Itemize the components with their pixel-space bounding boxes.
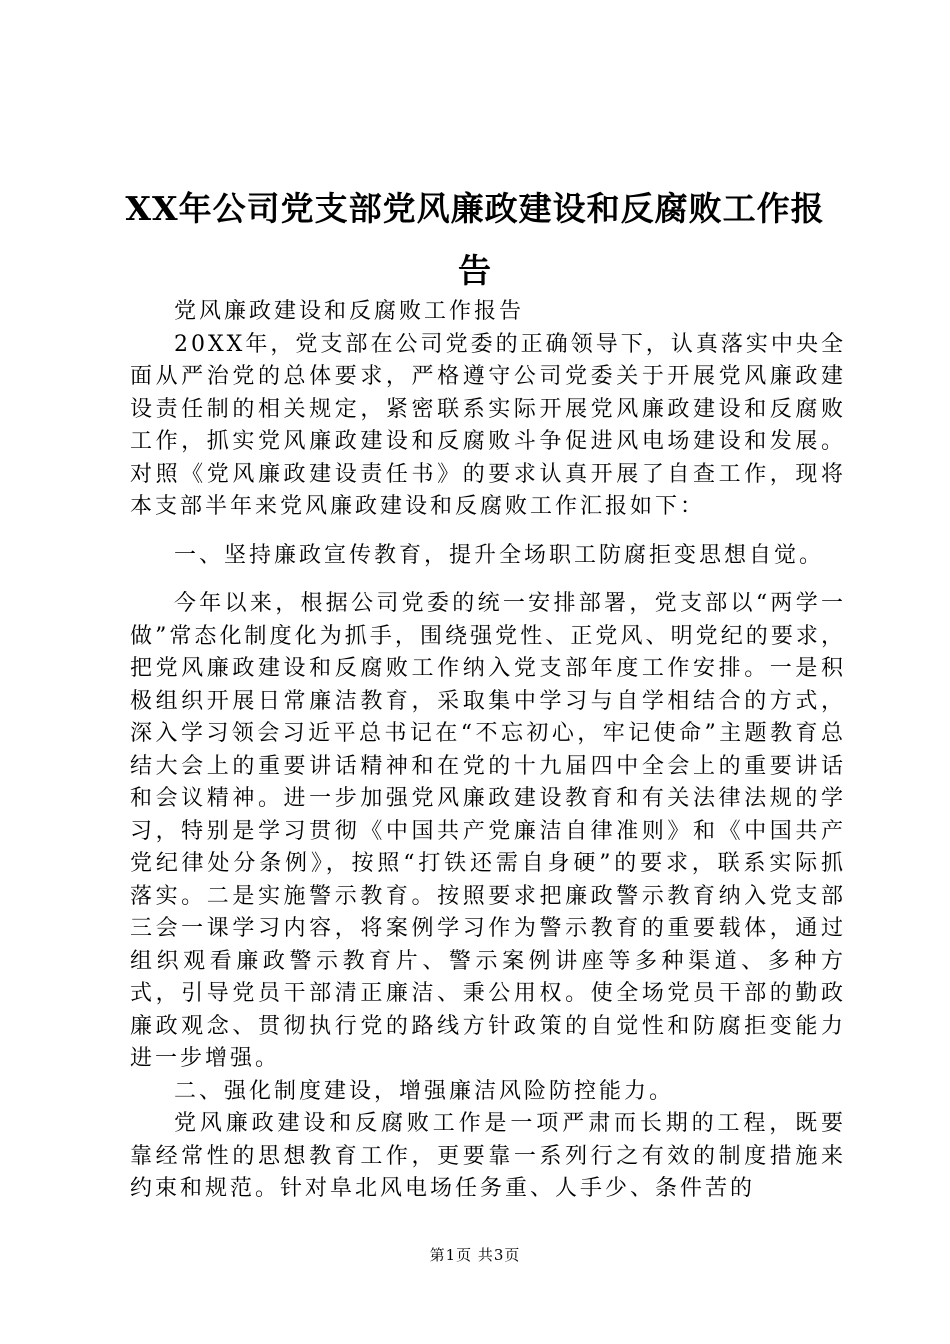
document-body [130, 296, 846, 1206]
page-footer: 第1页 共3页 [429, 1246, 521, 1264]
document-title: XX年公司党支部党风廉政建设和反腐败工作报告 [125, 189, 825, 290]
paragraph-subtitle: 党风廉政建设和反腐败工作报告 [174, 299, 525, 324]
paragraph-intro: 20XX年，党支部在公司党委的正确领导下，认真落实中央全面从严治党的总体要求，严格遵守公司党委关于开展党风廉政建设责任制的相关规定，紧密联系实际开展党风廉政建设和反腐败工作，抓实党风廉政建设和反腐败斗争促进风电场建设和发展。对照《党风廉政建设责任书》的要求认真开展了自查工作，现将本支部半年来党风廉政建设和反腐败工作汇报如下： [130, 331, 846, 519]
section-heading-1: 一、坚持廉政宣传教育，提升全场职工防腐拒变思想自觉。 [174, 542, 825, 568]
section-heading-2: 二、强化制度建设，增强廉洁风险防控能力。 [174, 1078, 675, 1104]
paragraph-section-1: 今年以来，根据公司党委的统一安排部署，党支部以“两学一做”常态化制度化为抓手，围绕强党性、正党风、明党纪的要求，把党风廉政建设和反腐败工作纳入党支部年度工作安排。一是积极组织开展日常廉洁教育，采取集中学习与自学相结合的方式，深入学习领会习近平总书记在“不忘初心，牢记使命”主题教育总结大会上的重要讲话精神和在党的十九届四中全会上的重要讲话和会议精神。进一步加强党风廉政建设教育和有关法律法规的学习，特别是学习贯彻《中国共产党廉洁自律准则》和《中国共产党纪律处分条例》，按照“打铁还需自身硬”的要求，联系实际抓落实。二是实施警示教育。按照要求把廉政警示教育纳入党支部三会一课学习内容，将案例学习作为警示教育的重要载体，通过组织观看廉政警示教育片、警示案例讲座等多种渠道、多种方式，引导党员干部清正廉洁、秉公用权。使全场党员干部的勤政廉政观念、贯彻执行党的路线方针政策的自觉性和防腐拒变能力进一步增强。 [130, 591, 846, 1071]
paragraph-section-2: 党风廉政建设和反腐败工作是一项严肃而长期的工程，既要靠经常性的思想教育工作，更要靠一系列行之有效的制度措施来约束和规范。针对阜北风电场任务重、人手少、条件苦的 [130, 1111, 846, 1201]
